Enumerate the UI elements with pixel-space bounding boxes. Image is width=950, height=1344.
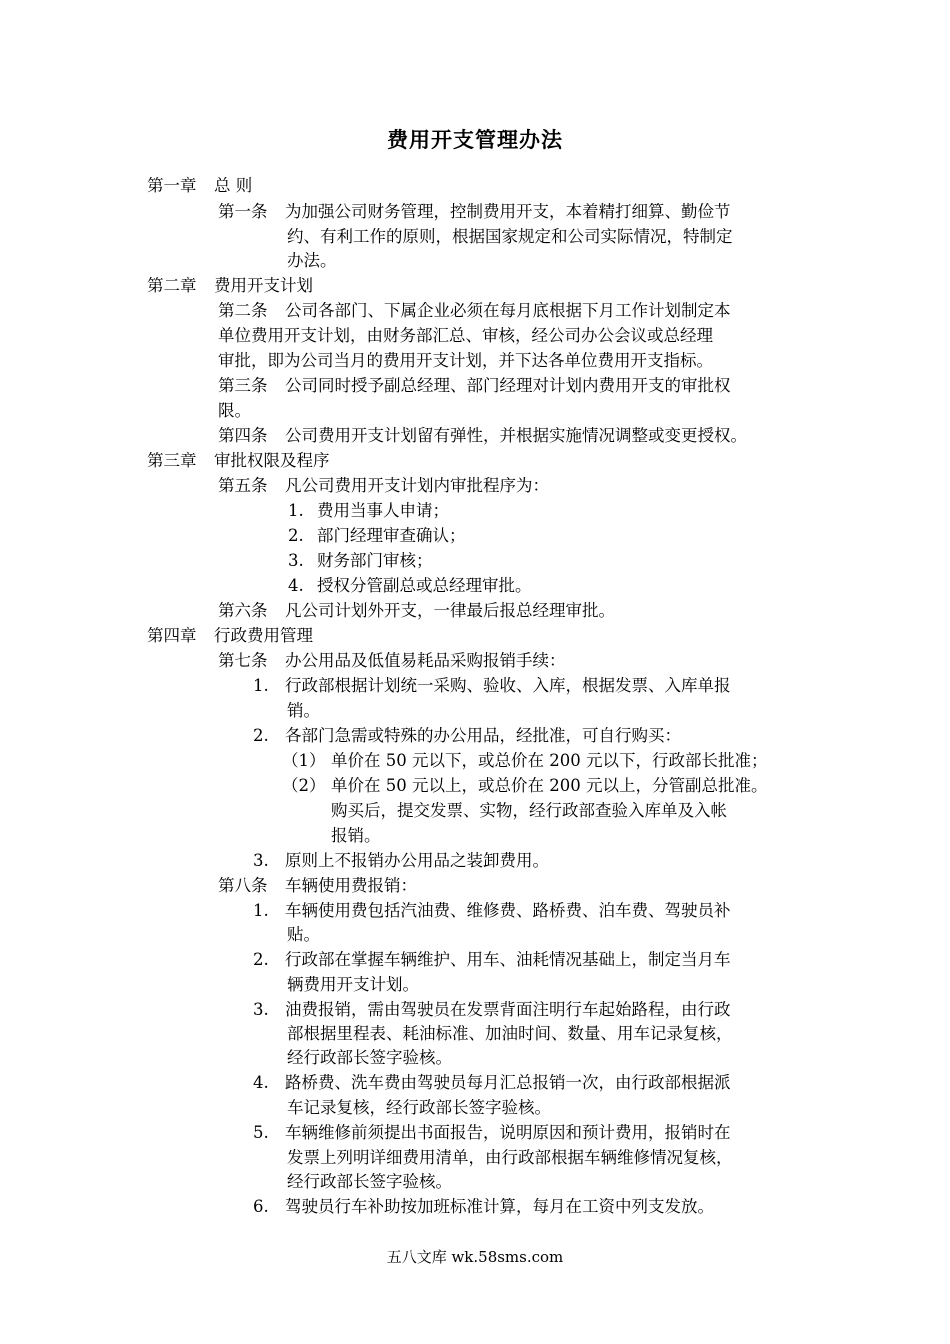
article-2-label: 第二条 bbox=[218, 301, 268, 320]
step-number: 1. bbox=[288, 501, 304, 520]
item-number: 2. bbox=[253, 726, 269, 745]
sub-item-number: （1） bbox=[282, 751, 326, 770]
item-number: 4. bbox=[253, 1073, 269, 1092]
item-line: 辆费用开支计划。 bbox=[287, 975, 419, 994]
article-2-line: 单位费用开支计划，由财务部汇总、审核，经公司办公会议或总经理 bbox=[218, 326, 713, 345]
item-number: 2. bbox=[253, 950, 269, 969]
document-title: 费用开支管理办法 bbox=[387, 127, 563, 152]
sub-item-number: （2） bbox=[282, 776, 326, 795]
article-1-line: 办法。 bbox=[287, 251, 337, 270]
article-4-line: 公司费用开支计划留有弹性，并根据实施情况调整或变更授权。 bbox=[285, 426, 747, 445]
item-line: 各部门急需或特殊的办公用品，经批准，可自行购买： bbox=[285, 726, 681, 745]
chapter-4-name: 行政费用管理 bbox=[214, 626, 313, 645]
item-line: 发票上列明详细费用清单，由行政部根据车辆维修情况复核， bbox=[287, 1148, 733, 1167]
item-line: 销。 bbox=[287, 701, 320, 720]
item-line: 行政部在掌握车辆维护、用车、油耗情况基础上，制定当月车 bbox=[285, 950, 731, 969]
article-1-line: 约、有利工作的原则，根据国家规定和公司实际情况，特制定 bbox=[287, 227, 733, 246]
item-number: 5. bbox=[253, 1123, 269, 1142]
item-number: 3. bbox=[253, 851, 269, 870]
footer-watermark: 五八文库 wk.58sms.com bbox=[386, 1248, 564, 1266]
item-number: 6. bbox=[253, 1197, 269, 1216]
item-number: 1. bbox=[253, 901, 269, 920]
sub-item-line: 购买后，提交发票、实物，经行政部查验入库单及入帐 bbox=[331, 801, 727, 820]
article-5-label: 第五条 bbox=[218, 476, 268, 495]
article-1-label: 第一条 bbox=[218, 202, 268, 221]
chapter-4-label: 第四章 bbox=[147, 626, 197, 645]
article-8-line: 车辆使用费报销： bbox=[285, 876, 417, 895]
chapter-3-name: 审批权限及程序 bbox=[214, 451, 330, 470]
article-7-label: 第七条 bbox=[218, 651, 268, 670]
item-line: 行政部根据计划统一采购、验收、入库，根据发票、入库单报 bbox=[285, 676, 731, 695]
article-3-label: 第三条 bbox=[218, 376, 268, 395]
article-7-line: 办公用品及低值易耗品采购报销手续： bbox=[285, 651, 566, 670]
item-line: 驾驶员行车补助按加班标准计算，每月在工资中列支发放。 bbox=[285, 1197, 714, 1216]
chapter-1-name: 总 则 bbox=[214, 176, 253, 195]
item-number: 3. bbox=[253, 1000, 269, 1019]
step-number: 2. bbox=[288, 526, 304, 545]
item-line: 车辆维修前须提出书面报告，说明原因和预计费用，报销时在 bbox=[285, 1123, 731, 1142]
sub-item-line: 报销。 bbox=[331, 826, 381, 845]
article-3-line: 限。 bbox=[218, 401, 251, 420]
step-number: 4. bbox=[288, 576, 304, 595]
item-line: 经行政部长签字验核。 bbox=[287, 1172, 452, 1191]
article-5-line: 凡公司费用开支计划内审批程序为： bbox=[285, 476, 549, 495]
chapter-1-label: 第一章 bbox=[147, 176, 197, 195]
item-line: 车辆使用费包括汽油费、维修费、路桥费、泊车费、驾驶员补 bbox=[285, 901, 731, 920]
article-3-line: 公司同时授予副总经理、部门经理对计划内费用开支的审批权 bbox=[285, 376, 731, 395]
article-6-line: 凡公司计划外开支，一律最后报总经理审批。 bbox=[285, 601, 615, 620]
article-8-label: 第八条 bbox=[218, 876, 268, 895]
item-line: 油费报销，需由驾驶员在发票背面注明行车起始路程，由行政 bbox=[285, 1000, 731, 1019]
item-line: 原则上不报销办公用品之装卸费用。 bbox=[285, 851, 549, 870]
item-line: 路桥费、洗车费由驾驶员每月汇总报销一次，由行政部根据派 bbox=[285, 1073, 731, 1092]
article-2-line: 公司各部门、下属企业必须在每月底根据下月工作计划制定本 bbox=[285, 301, 731, 320]
step-text: 部门经理审查确认； bbox=[317, 526, 466, 545]
sub-item-line: 单价在 50 元以上，或总价在 200 元以上，分管副总批准。 bbox=[331, 776, 768, 795]
chapter-2-label: 第二章 bbox=[147, 276, 197, 295]
item-line: 贴。 bbox=[287, 925, 320, 944]
step-text: 费用当事人申请； bbox=[317, 501, 449, 520]
article-6-label: 第六条 bbox=[218, 601, 268, 620]
step-text: 授权分管副总或总经理审批。 bbox=[317, 576, 532, 595]
chapter-2-name: 费用开支计划 bbox=[214, 276, 313, 295]
sub-item-line: 单价在 50 元以下，或总价在 200 元以下，行政部长批准； bbox=[331, 751, 768, 770]
article-2-line: 审批，即为公司当月的费用开支计划，并下达各单位费用开支指标。 bbox=[218, 351, 713, 370]
step-text: 财务部门审核； bbox=[317, 551, 433, 570]
step-number: 3. bbox=[288, 551, 304, 570]
item-line: 经行政部长签字验核。 bbox=[287, 1048, 452, 1067]
article-1-line: 为加强公司财务管理，控制费用开支，本着精打细算、勤俭节 bbox=[285, 202, 731, 221]
item-line: 车记录复核，经行政部长签字验核。 bbox=[287, 1098, 551, 1117]
chapter-3-label: 第三章 bbox=[147, 451, 197, 470]
article-4-label: 第四条 bbox=[218, 426, 268, 445]
item-line: 部根据里程表、耗油标准、加油时间、数量、用车记录复核， bbox=[287, 1024, 733, 1043]
item-number: 1. bbox=[253, 676, 269, 695]
